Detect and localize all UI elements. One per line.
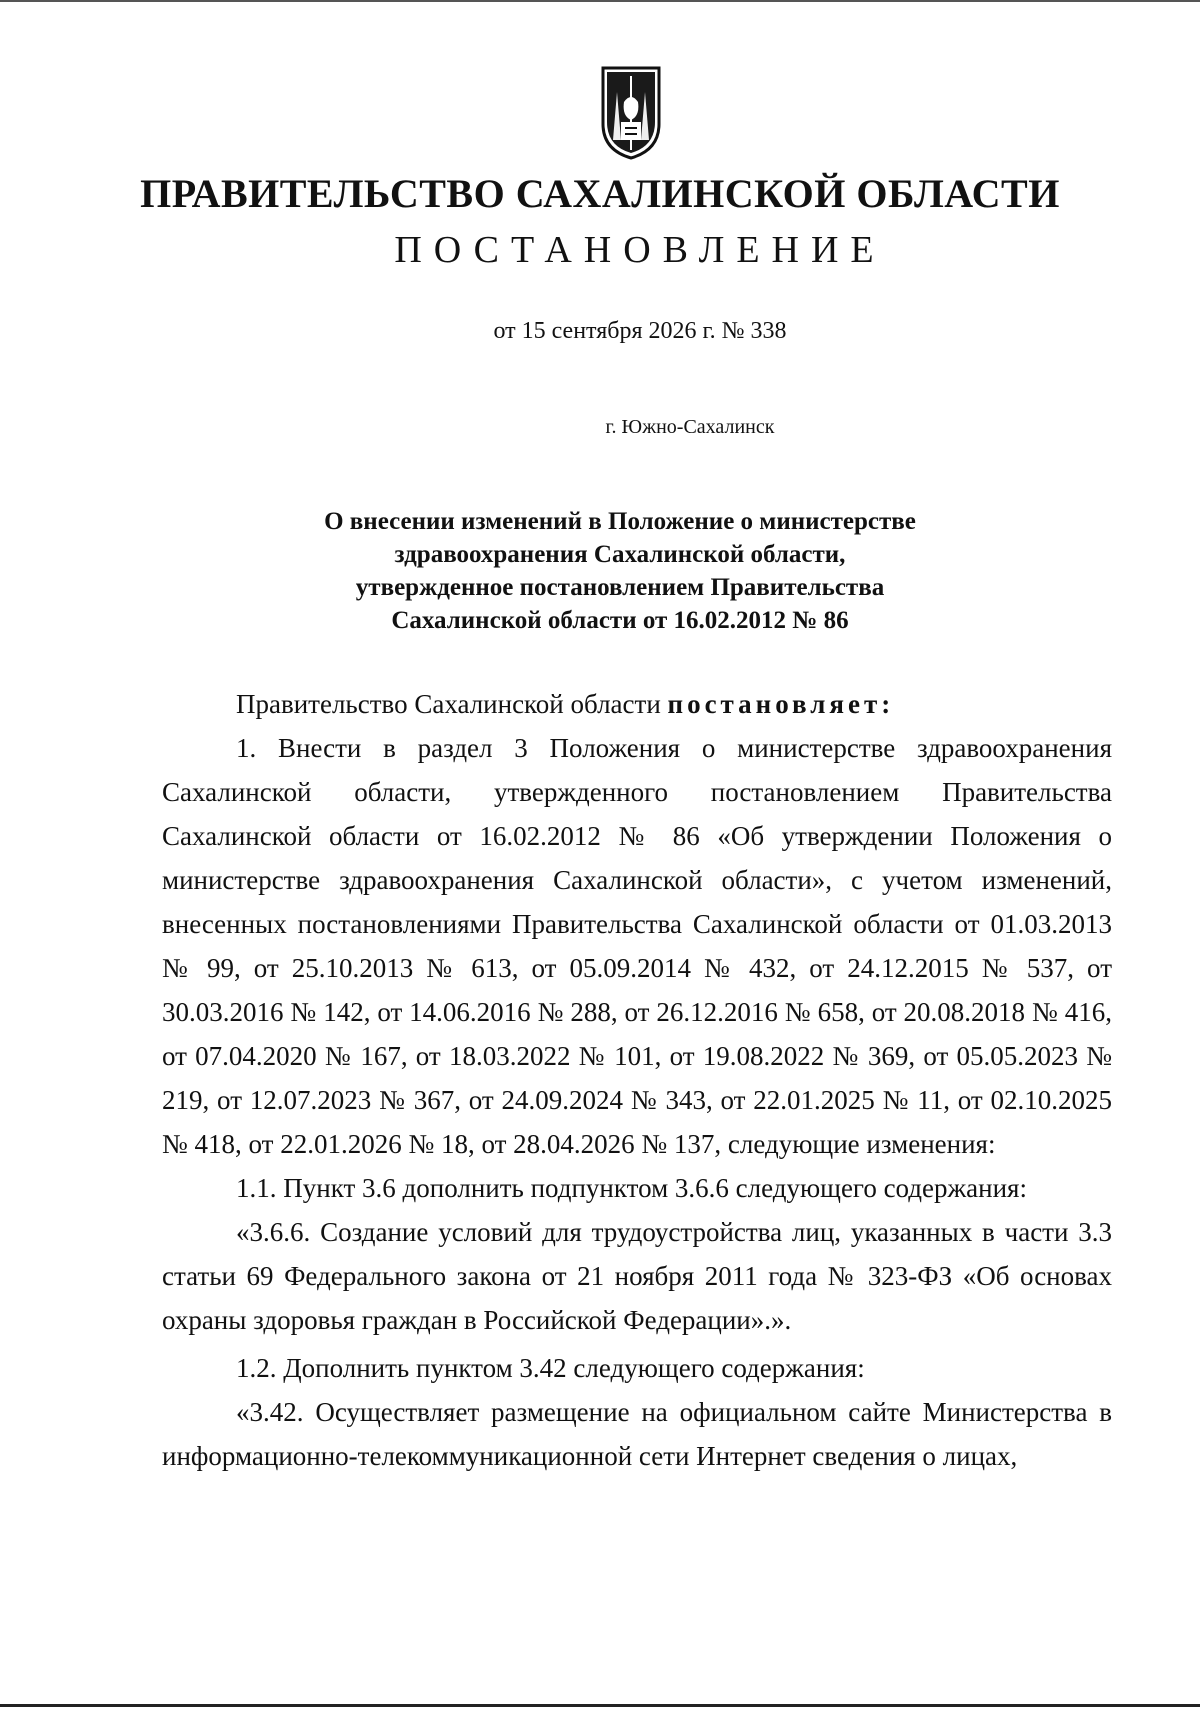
decree-lead bbox=[162, 682, 1112, 726]
item-1-1-heading: 1.1. Пункт 3.6 дополнить подпунктом 3.6.6 следующего содержания: bbox=[236, 1173, 1027, 1203]
item-1-1-text: «3.6.6. Создание условий для трудоустройства лиц, указанных в части 3.3 статьи 69 Федерального закона от 21 ноября 2011 года № 323-ФЗ «Об основах охраны здоровья граждан в Российской Федерации».». bbox=[162, 1217, 1112, 1335]
document-date-number: от 15 сентября 2026 г. № 338 bbox=[493, 318, 787, 344]
decree-word: постановляет: bbox=[667, 689, 895, 719]
subject-line: здравоохранения Сахалинской области, bbox=[394, 541, 846, 568]
subject-line: О внесении изменений в Положение о министерстве bbox=[324, 508, 916, 535]
document-subject bbox=[0, 505, 1200, 637]
subject-line: утвержденное постановлением Правительства bbox=[355, 574, 885, 601]
item-1-2 bbox=[162, 1346, 1112, 1478]
document-type: ПОСТАНОВЛЕНИЕ bbox=[394, 229, 886, 271]
item-1-2-heading: 1.2. Дополнить пунктом 3.42 следующего содержания: bbox=[236, 1353, 865, 1383]
item-1-1 bbox=[162, 1166, 1112, 1342]
item-1-2-text: «3.42. Осуществляет размещение на официальном сайте Министерства в информационно-телекоммуникационной сети Интернет сведения о лицах, bbox=[162, 1397, 1112, 1471]
subject-line: Сахалинской области от 16.02.2012 № 86 bbox=[391, 607, 849, 634]
item-1 bbox=[162, 726, 1112, 1166]
lead-text: Правительство Сахалинской области bbox=[236, 689, 668, 719]
coat-of-arms-icon bbox=[597, 62, 665, 162]
scan-edge-top bbox=[0, 0, 1200, 2]
scan-edge-bottom bbox=[0, 1704, 1200, 1707]
government-title: ПРАВИТЕЛЬСТВО САХАЛИНСКОЙ ОБЛАСТИ bbox=[140, 171, 1060, 216]
item-1-text: 1. Внести в раздел 3 Положения о министерстве здравоохранения Сахалинской области, утвержденного постановлением Правительства Сахалинской области от 16.02.2012 № 86 «Об утверждении Положения о министерстве здравоохранения Сахалинской области», с учетом изменений, внесенных постановлениями Правительства Сахалинской области от 01.03.2013 № 99, от 25.10.2013 № 613, от 05.09.2014 № 432, от 24.12.2015 № 537, от 30.03.2016 № 142, от 14.06.2016 № 288, от 26.12.2016 № 658, от 20.08.2018 № 416, от 07.04.2020 № 167, от 18.03.2022 № 101, от 19.08.2022 № 369, от 05.05.2023 № 219, от 12.07.2023 № 367, от 24.09.2024 № 343, от 22.01.2025 № 11, от 02.10.2025 № 418, от 22.01.2026 № 18, от 28.04.2026 № 137, следующие изменения: bbox=[162, 733, 1112, 1159]
document-city: г. Южно-Сахалинск bbox=[605, 416, 775, 438]
